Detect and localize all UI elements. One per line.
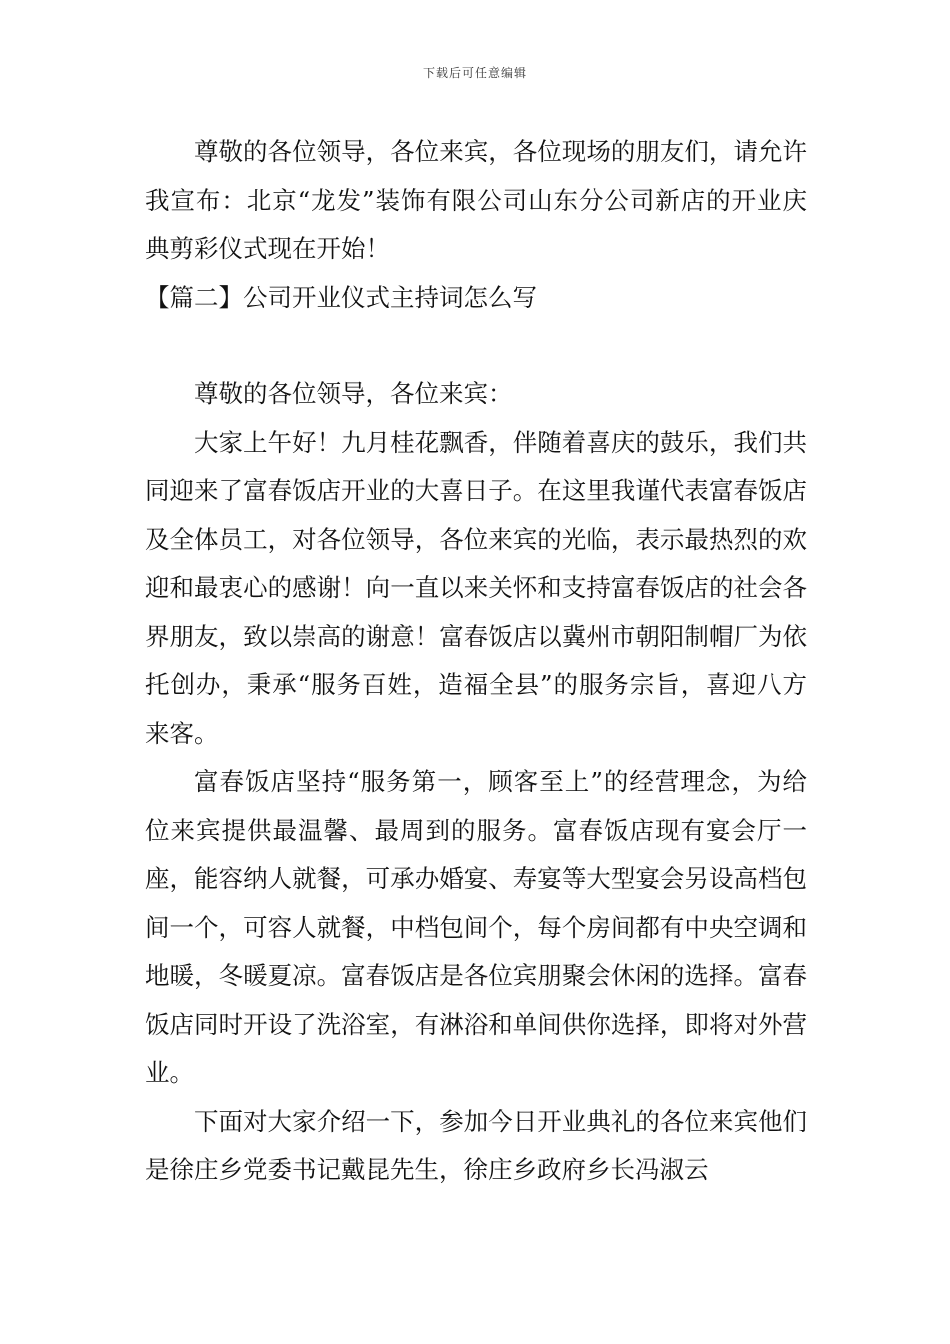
blank-line xyxy=(145,322,807,370)
section-heading: 【篇二】公司开业仪式主持词怎么写 xyxy=(145,282,537,312)
page-header-note: 下载后可任意编辑 xyxy=(422,66,527,80)
body-paragraph-2: 富春饭店坚持“服务第一，顾客至上”的经营理念，为给位来宾提供最温馨、最周到的服务。富春饭店现有宴会厅一座，能容纳人就餐，可承办婚宴、寿宴等大型宴会另设高档包间一个，可容人就餐，中档包间个，每个房间都有中央空调和地暖，冬暖夏凉。富春饭店是各位宾朋聚会休闲的选择。富春饭店同时开设了洗浴室，有淋浴和单间供你选择，即将对外营业。 xyxy=(145,767,807,1087)
body-paragraph-1: 大家上午好！九月桂花飘香，伴随着喜庆的鼓乐，我们共同迎来了富春饭店开业的大喜日子。在这里我谨代表富春饭店及全体员工，对各位领导，各位来宾的光临，表示最热烈的欢迎和最衷心的感谢！向一直以来关怀和支持富春饭店的社会各界朋友，致以崇高的谢意！富春饭店以冀州市朝阳制帽厂为依托创办，秉承“服务百姓，造福全县”的服务宗旨，喜迎八方来客。 xyxy=(145,427,807,748)
document-body xyxy=(145,128,807,1195)
salutation: 尊敬的各位领导，各位来宾： xyxy=(194,379,513,408)
body-paragraph-3: 下面对大家介绍一下，参加今日开业典礼的各位来宾他们是徐庄乡党委书记戴昆先生，徐庄乡政府乡长冯淑云 xyxy=(145,1106,807,1184)
intro-paragraph: 尊敬的各位领导，各位来宾，各位现场的朋友们，请允许我宣布：北京“龙发”装饰有限公司山东分公司新店的开业庆典剪彩仪式现在开始！ xyxy=(145,137,807,263)
